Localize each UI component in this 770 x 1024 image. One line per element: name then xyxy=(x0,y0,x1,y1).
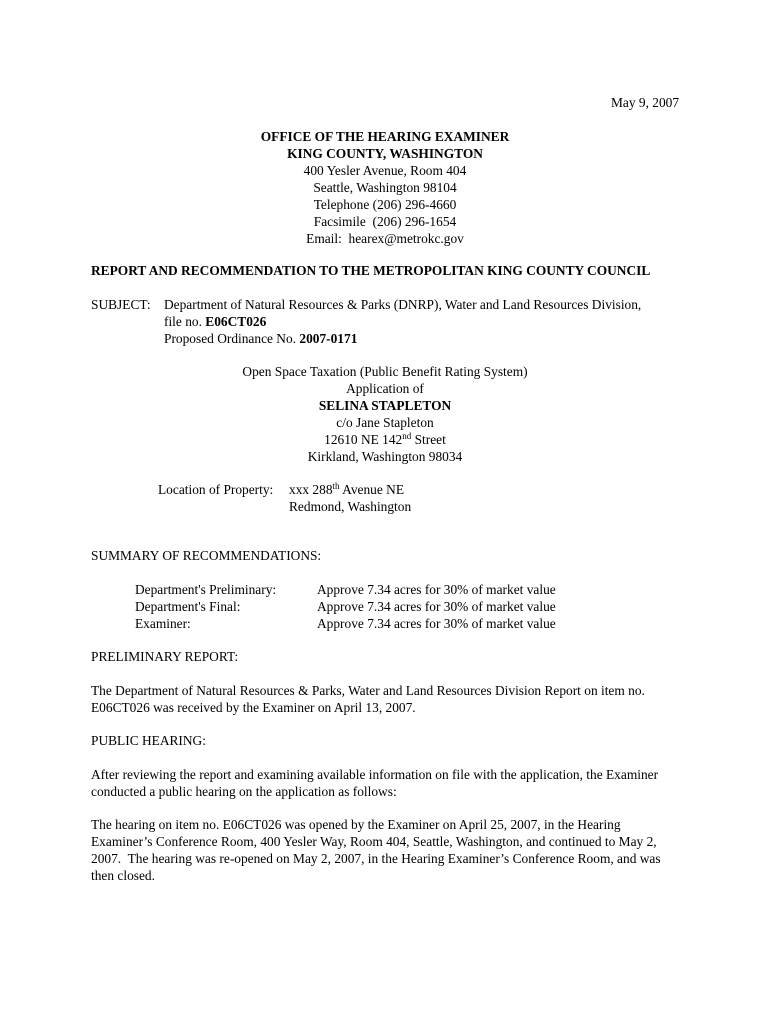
report-title: REPORT AND RECOMMENDATION TO THE METROPOLITAN KING COUNTY COUNCIL xyxy=(91,263,651,278)
applicant-city: Kirkland, Washington 98034 xyxy=(307,449,463,464)
preliminary-paragraph: The Department of Natural Resources & Parks, Water and Land Resources Division Report on item no. E06CT026 was received by the Examiner on April 13, 2007. xyxy=(91,683,645,715)
office-facsimile: Facsimile (206) 296-1654 xyxy=(313,214,457,229)
summary-row xyxy=(135,615,556,632)
subject-ordinance-line: Proposed Ordinance No. 2007-0171 xyxy=(164,331,358,346)
location-city: Redmond, Washington xyxy=(289,499,412,514)
summary-row-label: Examiner: xyxy=(135,616,191,631)
office-telephone: Telephone (206) 296-4660 xyxy=(313,197,457,212)
preliminary-heading: PRELIMINARY REPORT: xyxy=(91,649,239,664)
applicant-street: 12610 NE 142nd Street xyxy=(324,431,446,447)
care-of: c/o Jane Stapleton xyxy=(336,415,434,430)
subject-file-line: file no. E06CT026 xyxy=(164,314,267,329)
application-block xyxy=(0,363,770,465)
office-email: Email: hearex@metrokc.gov xyxy=(306,231,464,246)
file-number: E06CT026 xyxy=(205,314,267,329)
county-name: KING COUNTY, WASHINGTON xyxy=(287,146,483,161)
location-street: xxx 288th Avenue NE xyxy=(289,481,405,497)
hearing-heading: PUBLIC HEARING: xyxy=(91,733,206,748)
report-date: May 9, 2007 xyxy=(611,95,680,110)
office-city: Seattle, Washington 98104 xyxy=(313,180,457,195)
letterhead xyxy=(0,128,770,247)
program-name: Open Space Taxation (Public Benefit Rating System) xyxy=(242,364,528,379)
summary-heading: SUMMARY OF RECOMMENDATIONS: xyxy=(91,548,322,563)
hearing-paragraph-1: After reviewing the report and examining available information on file with the application, the Examiner conducted a public hearing on the application as follows: xyxy=(91,767,659,799)
application-of: Application of xyxy=(346,381,424,396)
summary-row-label: Department's Final: xyxy=(135,599,241,614)
summary-row-value: Approve 7.34 acres for 30% of market value xyxy=(317,616,556,631)
office-address: 400 Yesler Avenue, Room 404 xyxy=(303,163,467,178)
summary-row-label: Department's Preliminary: xyxy=(135,582,277,597)
hearing-paragraph-2: The hearing on item no. E06CT026 was opened by the Examiner on April 25, 2007, in the Hearing Examiner’s Conference Room, 400 Yesler Way, Room 404, Seattle, Washington, and continued to May 2, 2007. The hearing was re-opened on May 2, 2007, in the Hearing Examiner’s Conference Room, and was then closed. xyxy=(91,817,664,883)
summary-row xyxy=(135,598,556,615)
applicant-name: SELINA STAPLETON xyxy=(318,398,452,413)
subject-label: SUBJECT: xyxy=(91,297,151,312)
subject-department: Department of Natural Resources & Parks (DNRP), Water and Land Resources Division, xyxy=(164,297,642,312)
ordinance-number: 2007-0171 xyxy=(299,331,358,346)
summary-row-value: Approve 7.34 acres for 30% of market value xyxy=(317,582,556,597)
subject-block xyxy=(164,296,641,347)
summary-row-value: Approve 7.34 acres for 30% of market value xyxy=(317,599,556,614)
location-label: Location of Property: xyxy=(158,482,274,497)
location-value xyxy=(289,481,411,515)
office-name: OFFICE OF THE HEARING EXAMINER xyxy=(260,129,510,144)
summary-row xyxy=(135,581,556,598)
